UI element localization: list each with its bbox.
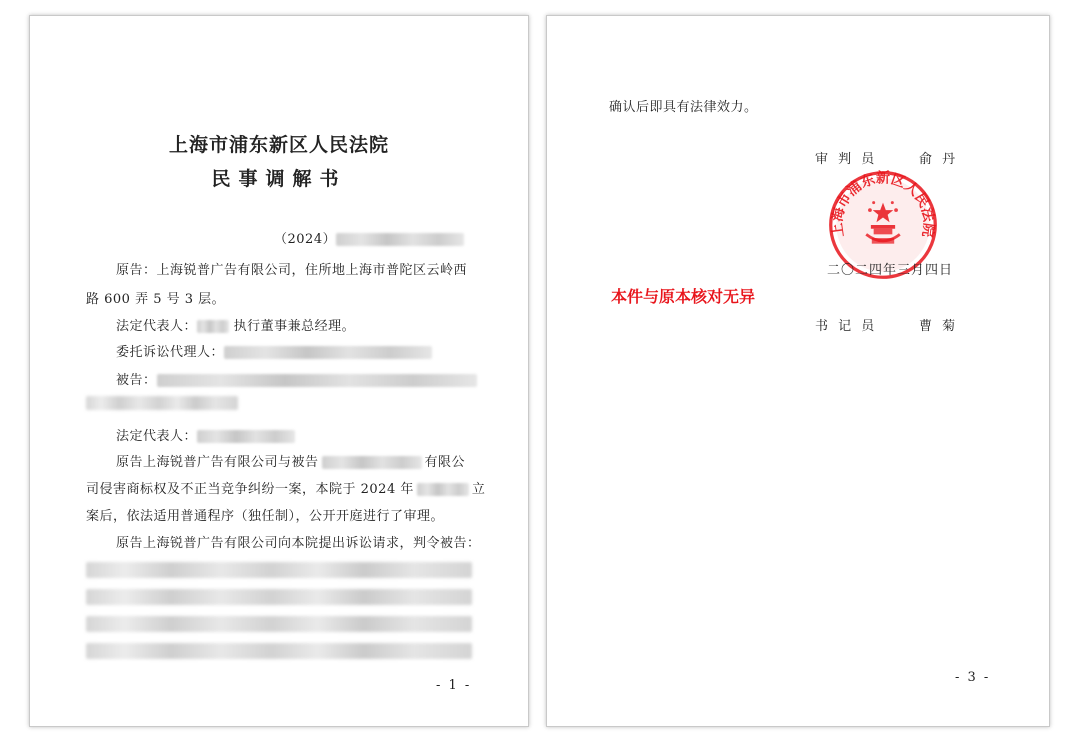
case-line-2-a: 司侵害商标权及不正当竞争纠纷一案，本院于 2024 年 (86, 482, 414, 497)
court-name: 上海市浦东新区人民法院 (168, 134, 389, 156)
plaintiff-line-1: 原告：上海锐普广告有限公司，住所地上海市普陀区云岭西 (116, 263, 468, 278)
judge-name: 俞 丹 (919, 152, 959, 167)
case-number-prefix: （2024） (274, 232, 337, 247)
judgment-date: 二〇二四年三月四日 (827, 263, 954, 278)
clerk-name: 曹 菊 (919, 319, 959, 334)
case-line-2-b: 立 (471, 482, 486, 497)
agent-label: 委托诉讼代理人： (116, 345, 225, 360)
redacted-name (197, 320, 229, 333)
claim-line: 原告上海锐普广告有限公司向本院提出诉讼请求，判令被告： (116, 536, 481, 551)
redacted-defendant-cont (86, 396, 238, 410)
case-line-1-b: 有限公 (424, 455, 466, 470)
agent-line (116, 341, 432, 360)
defendant-line (116, 369, 477, 388)
case-line-3: 案后，依法适用普通程序（独任制），公开开庭进行了审理。 (86, 509, 445, 524)
redacted-defendant-rep (197, 430, 295, 443)
redacted-claim-3 (86, 616, 472, 632)
legal-rep-label: 法定代表人： (116, 319, 198, 334)
document-page-1 (29, 15, 529, 727)
redacted-case-number (336, 233, 464, 246)
confirm-line: 确认后即具有法律效力。 (609, 100, 758, 115)
page-number-1: - 1 - (436, 678, 472, 693)
case-number (274, 228, 464, 247)
defendant-legal-rep-label: 法定代表人： (116, 429, 198, 444)
defendant-label: 被告： (116, 373, 157, 388)
plaintiff-line-2: 路 600 弄 5 号 3 层。 (86, 292, 226, 307)
legal-rep-title: 执行董事兼总经理。 (233, 319, 356, 334)
judge-title: 审 判 员 (815, 152, 878, 167)
redacted-defendant (157, 374, 477, 387)
case-line-1-a: 原告上海锐普广告有限公司与被告 (116, 455, 319, 470)
legal-representative-line (116, 315, 355, 334)
defendant-legal-rep-line (116, 425, 295, 444)
certify-stamp: 本件与原本核对无异 (611, 287, 756, 306)
document-title: 民事调解书 (211, 168, 347, 190)
redacted-agent (224, 346, 432, 359)
clerk-title: 书 记 员 (815, 319, 878, 334)
seal-text: 上海市浦东新区人民法院 (829, 170, 937, 239)
redacted-claim-4 (86, 643, 472, 659)
case-line-2 (86, 478, 485, 497)
document-page-3 (546, 15, 1050, 727)
redacted-claim-1 (86, 562, 472, 578)
redacted-defendant-name (322, 456, 422, 469)
redacted-claim-2 (86, 589, 472, 605)
redacted-date (417, 483, 469, 496)
page-number-3: - 3 - (955, 670, 991, 685)
case-line-1 (116, 451, 465, 470)
